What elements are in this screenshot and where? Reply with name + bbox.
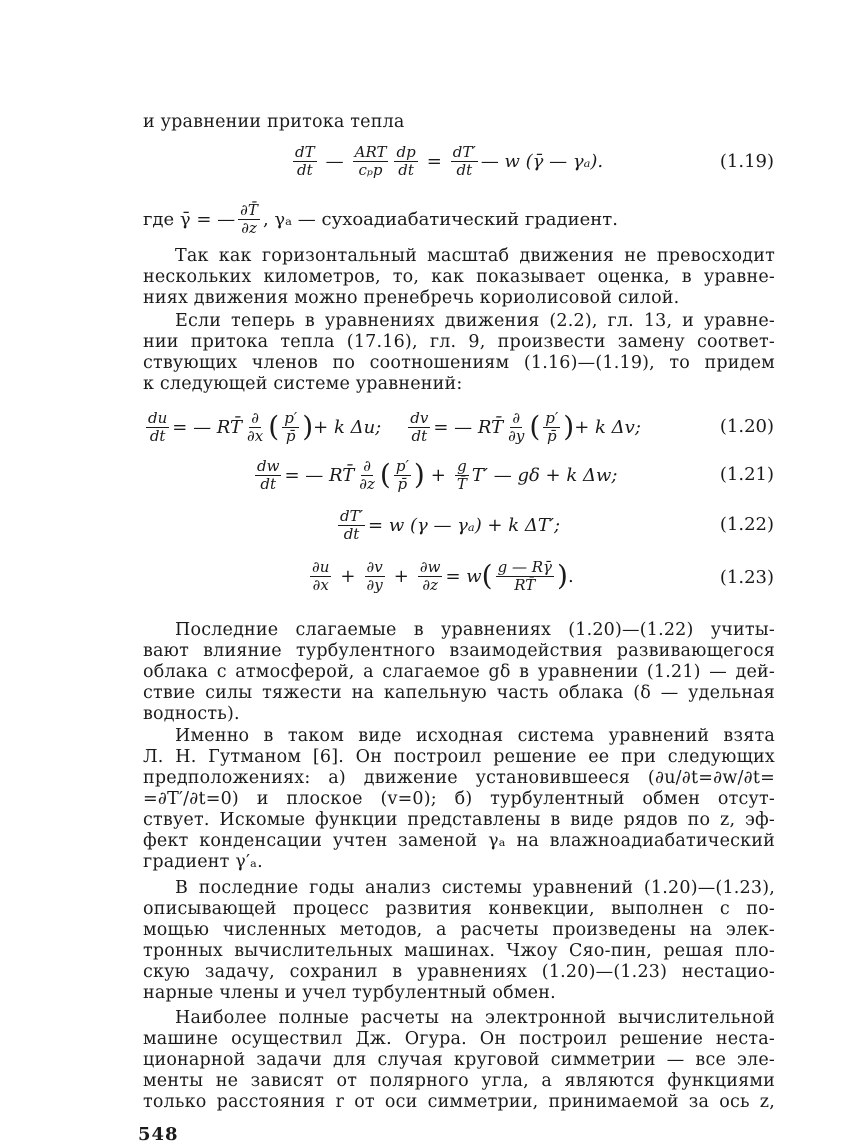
equation-1-20: $\frac{du}{dt}$ = — RT̄ $\frac{\partial}{\partial x}$ ( $\frac{p'}{p̄}$ ) + k Δu; $\frac{dv}{dt}$ = — RT̄ $\frac{\partial}{\partial y}$ ( $\frac{p'}{p̄}$ ) + k Δv; [148, 408, 641, 445]
paragraph-line: градиент γ′ₐ. [143, 852, 263, 872]
paragraph-line: Если теперь в уравнениях движения (2.2), гл. 13, и уравне- [175, 311, 775, 331]
paragraph-line: ниях движения можно пренебречь кориолисовой силой. [143, 288, 680, 308]
equation-number-1-21: (1.21) [719, 464, 774, 485]
gamma-definition-line: где γ̄ = — $\frac{\partial T̄}{\partial z}$ , γₐ — сухоадиабатический градиент. [143, 200, 618, 237]
equation-1-23: $\frac{\partial u}{\partial x}$ + $\frac{\partial v}{\partial y}$ + $\frac{\partial w}{\partial z}$ = w ( $\frac{g — R\gammā}{RT̄}$ ) . [312, 557, 574, 594]
paragraph-line: мощью численных методов, а расчеты произведены на элек- [143, 920, 775, 940]
paragraph-line: =∂T′/∂t=0) и плоское (v=0); б) турбулентный обмен отсут- [143, 789, 775, 809]
paragraph-line: вают влияние турбулентного взаимодействия развивающегося [143, 641, 775, 661]
paragraph-line: Наиболее полные расчеты на электронной вычислительной [175, 1008, 775, 1028]
paragraph-line: к следующей системе уравнений: [143, 374, 463, 394]
paragraph-line: ционарной задачи для случая круговой симметрии — все эле- [143, 1050, 775, 1070]
paragraph-line: Именно в таком виде исходная система уравнений взята [175, 726, 775, 746]
paragraph-line: ствующих членов по соотношениям (1.16)—(1.19), то придем [143, 353, 775, 373]
paragraph-line: предположениях: а) движение установившееся (∂u/∂t=∂w/∂t= [143, 768, 775, 788]
paragraph-line: ствие силы тяжести на капельную часть облака (δ — удельная [143, 683, 775, 703]
paragraph-line: водность). [143, 704, 240, 724]
paragraph-line: тронных вычислительных машинах. Чжоу Сяо-пин, решая пло- [143, 941, 775, 961]
paragraph-line: менты не зависят от полярного угла, а являются функциями [143, 1071, 775, 1091]
equation-number-1-23: (1.23) [719, 567, 774, 588]
page-number: 548 [138, 1124, 179, 1145]
paragraph-line: нии притока тепла (17.16), гл. 9, произвести замену соответ- [143, 332, 775, 352]
equation-1-19: $\frac{dT}{dt}$ — $\frac{\text{ART}}{\text{cₚp}}$ $\frac{dp}{dt}$ = $\frac{dT'}{dt}$ — w (γ̄ — γₐ). [295, 142, 604, 179]
paragraph-line: машине осуществил Дж. Огура. Он построил решение неста- [143, 1029, 775, 1049]
paragraph-line: только расстояния r от оси симметрии, принимаемой за ось z, [143, 1092, 775, 1112]
paragraph-line: скую задачу, сохранил в уравнениях (1.20)—(1.23) нестацио- [143, 962, 775, 982]
paragraph-line: ствует. Искомые функции представлены в виде рядов по z, эф- [143, 810, 775, 830]
equation-number-1-19: (1.19) [719, 151, 774, 172]
equation-1-22: $\frac{dT'}{dt}$ = w (γ — γₐ) + k ΔT′; [340, 506, 561, 543]
paragraph-line: Так как горизонтальный масштаб движения не превосходит [175, 246, 775, 266]
paragraph-line: Л. Н. Гутманом [6]. Он построил решение ее при следующих [143, 747, 775, 767]
paragraph-line: описывающей процесс развития конвекции, выполнен с по- [143, 899, 775, 919]
paragraph-line: Последние слагаемые в уравнениях (1.20)—(1.22) учиты- [175, 620, 775, 640]
paragraph-line: нескольких километров, то, как показывает оценка, в уравне- [143, 267, 775, 287]
equation-1-21: $\frac{dw}{dt}$ = — RT̄ $\frac{\partial}{\partial z}$ ( $\frac{p'}{p̄}$ ) + $\frac{g}{T̄}$ T′ — gδ + k Δw; [257, 456, 618, 493]
intro-line: и уравнении притока тепла [143, 112, 405, 132]
paragraph-line: нарные члены и учел турбулентный обмен. [143, 983, 556, 1003]
equation-number-1-20: (1.20) [719, 416, 774, 437]
equation-number-1-22: (1.22) [719, 514, 774, 535]
paragraph-line: В последние годы анализ системы уравнений (1.20)—(1.23), [175, 878, 775, 898]
paragraph-line: облака с атмосферой, а слагаемое gδ в уравнении (1.21) — дей- [143, 662, 775, 682]
paragraph-line: фект конденсации учтен заменой γₐ на влажноадиабатический [143, 831, 775, 851]
